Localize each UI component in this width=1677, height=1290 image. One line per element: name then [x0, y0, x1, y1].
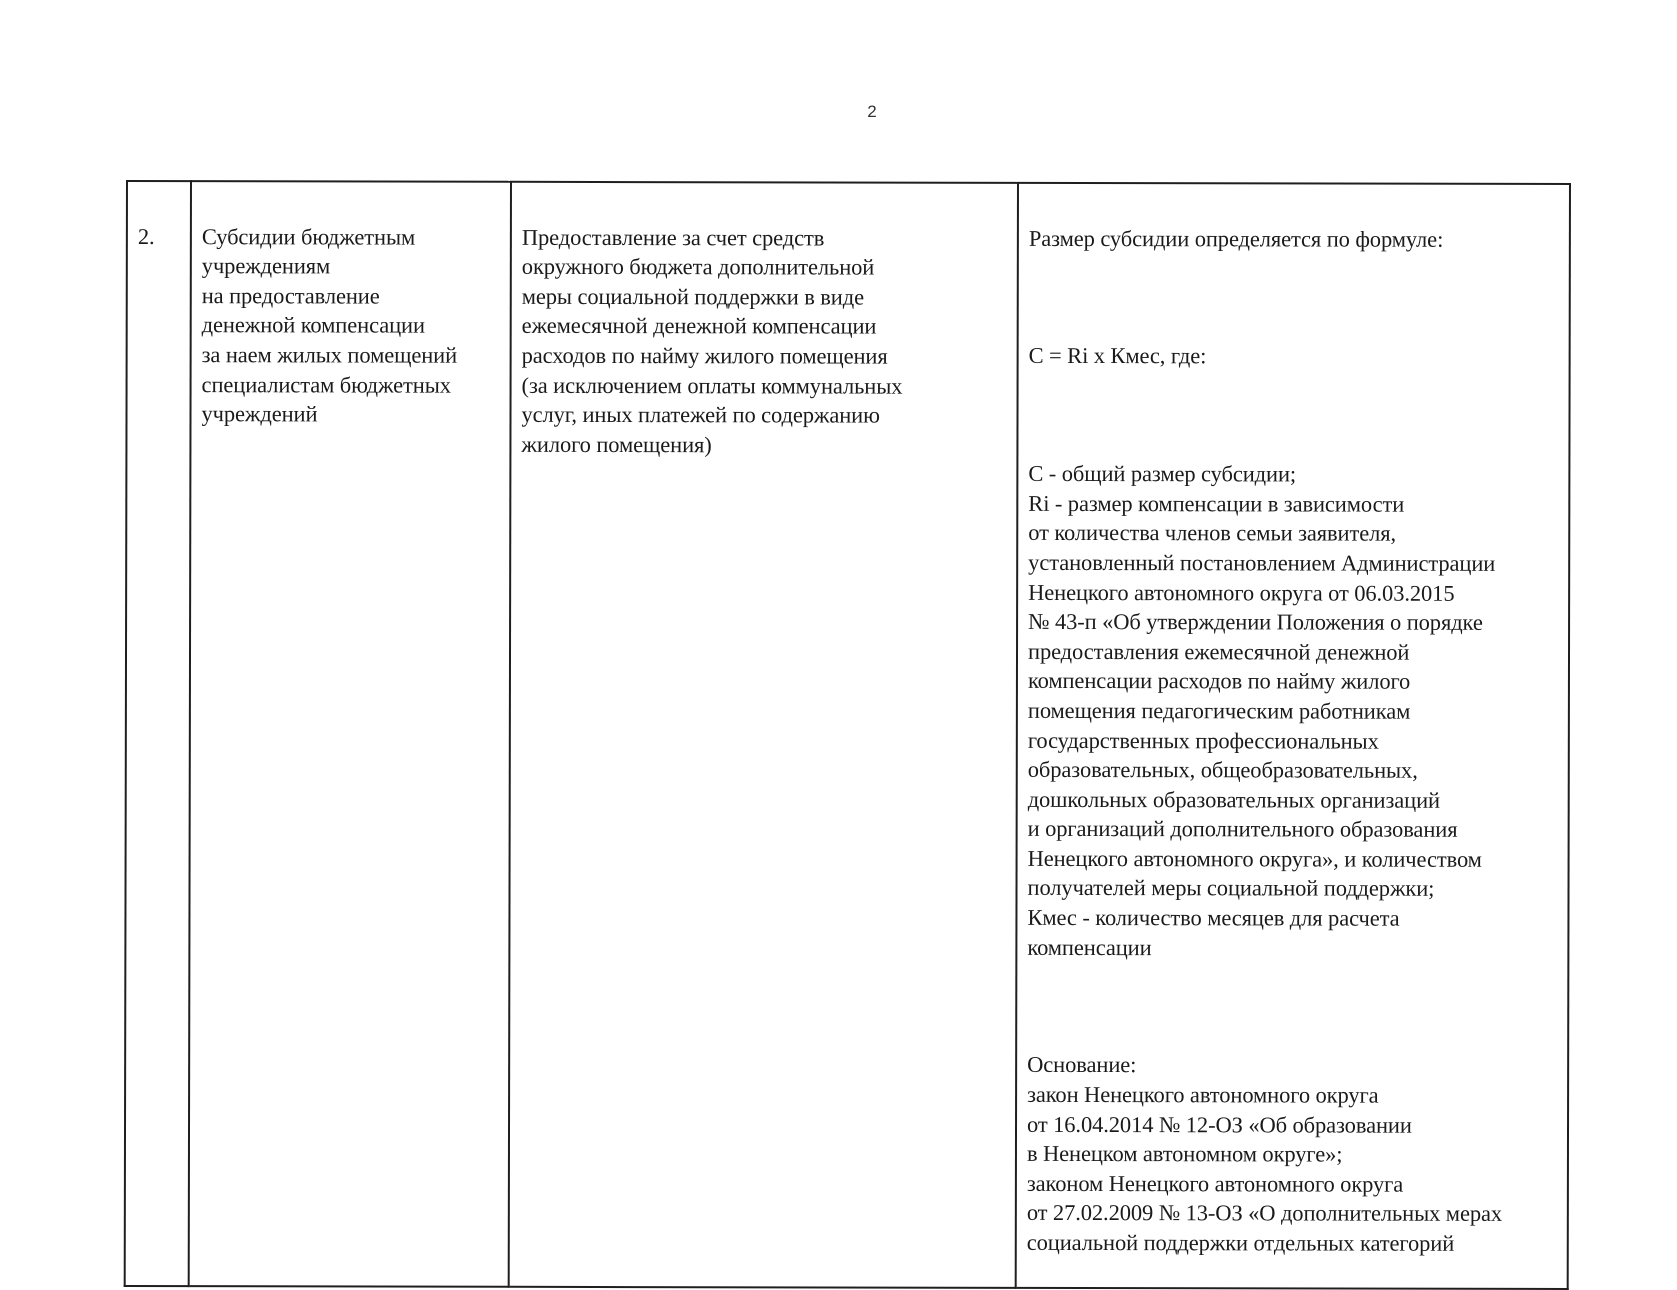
calculation-cell: [1016, 183, 1570, 1289]
table-row: [125, 181, 1570, 1289]
subsidy-name: Субсидии бюджетным учреждениям на предоставление денежной компенсации за наем жилых помещений специалистам бюджетных учреждений: [201, 223, 458, 427]
subsidy-name-cell: [189, 181, 511, 1287]
spacer: [1028, 400, 1560, 430]
subsidy-description-cell: [509, 182, 1018, 1288]
legal-basis: Основание: закон Ненецкого автономного округа от 16.04.2014 № 12-ОЗ «Об образовании в Ненецком автономном округе»; законом Ненецкого автономного округа от 27.02.2009 № 13-ОЗ «О дополнительных мерах социальной поддержки отдельных категорий: [1026, 1052, 1503, 1256]
page-number: 2: [867, 102, 877, 121]
row-number-cell: [125, 181, 191, 1286]
calculation-formula: С = Ri x Кмес, где:: [1028, 343, 1207, 369]
calculation-definitions: С - общий размер субсидии; Ri - размер компенсации в зависимости от количества членов семьи заявителя, установленный постановлением Администрации Ненецкого автономного округа от 06.03.2015 № 43-п «Об утверждении Положения о порядке предоставления ежемесячной денежной компенсации расходов по найму жилого помещения педагогическим работникам государственных профессиональных образовательных, общеобразовательных, дошкольных образовательных организаций и организаций дополнительного образования Ненецкого автономного округа», и количеством получателей меры социальной поддержки; Кмес - количество месяцев для расчета компенсации: [1027, 461, 1496, 960]
calculation-intro: Размер субсидии определяется по формуле:: [1028, 225, 1444, 252]
subsidy-table: [124, 180, 1571, 1290]
spacer: [1027, 992, 1559, 1022]
subsidy-description: Предоставление за счет средств окружного бюджета дополнительной меры социальной поддержки в виде ежемесячной денежной компенсации расходов по найму жилого помещения (за исключением оплаты коммунальных услуг, иных платежей по содержанию жилого помещения): [521, 224, 903, 457]
row-number: 2.: [137, 223, 155, 249]
spacer: [1029, 283, 1561, 313]
